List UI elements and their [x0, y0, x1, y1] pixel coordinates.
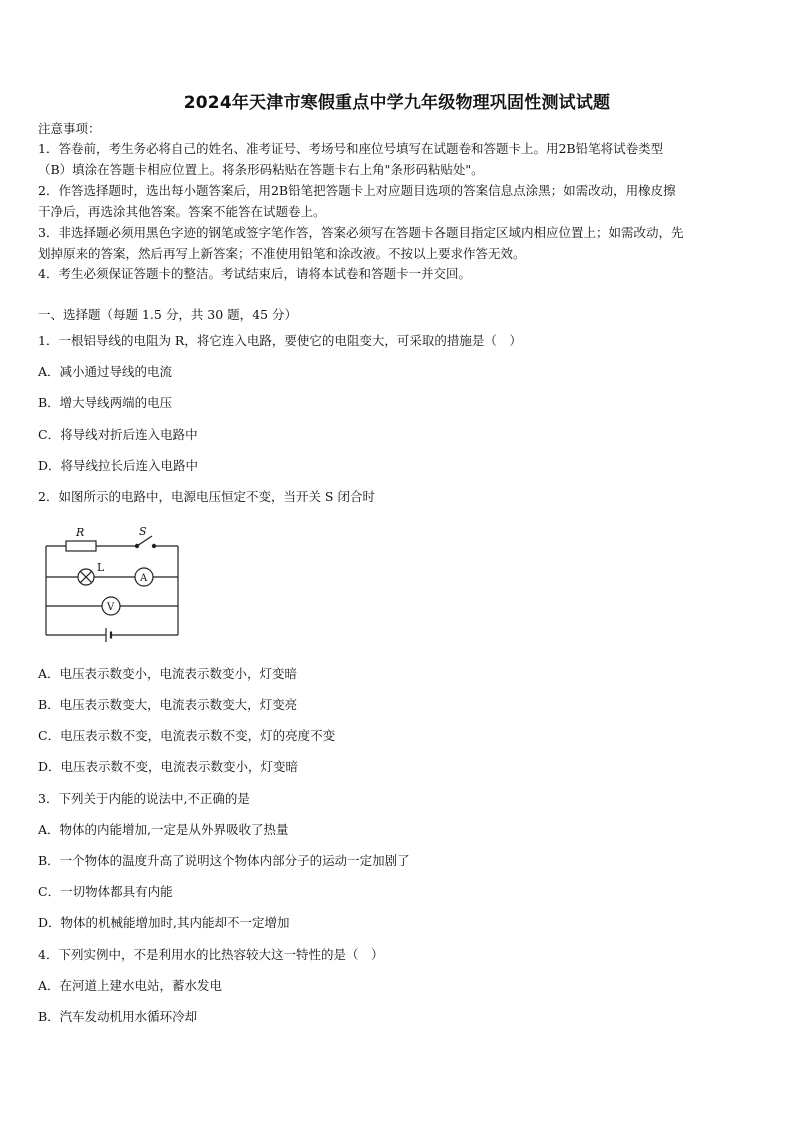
notice-line: 3．非选择题必须用黑色字迹的钢笔或签字笔作答，答案必须写在答题卡各题目指定区域内相应位置上；如需改动，先 [38, 225, 684, 240]
notice-line: 2．作答选择题时，选出每小题答案后，用2B铅笔把答题卡上对应题目选项的答案信息点涂黑；如需改动，用橡皮擦 [38, 183, 676, 198]
section-heading: 一、选择题（每题 1.5 分，共 30 题，45 分） [38, 307, 298, 322]
notice-line: 干净后，再选涂其他答案。答案不能答在试题卷上。 [38, 204, 326, 219]
page-title: 2024年天津市寒假重点中学九年级物理巩固性测试试题 [183, 93, 611, 113]
notice-line: 4．考生必须保证答题卡的整洁。考试结束后，请将本试卷和答题卡一并交回。 [38, 266, 471, 281]
notice-line: （B）填涂在答题卡相应位置上。将条形码粘贴在答题卡右上角"条形码粘贴处"。 [38, 162, 484, 177]
question-option: A．电压表示数变小，电流表示数变小，灯变暗 [38, 666, 298, 681]
question-option: A．减小通过导线的电流 [38, 364, 173, 379]
question-option: D．物体的机械能增加时,其内能却不一定增加 [38, 915, 290, 930]
ammeter-label: A [140, 573, 148, 584]
question-option: C．将导线对折后连入电路中 [38, 427, 198, 442]
question-option: C．电压表示数不变，电流表示数不变，灯的亮度不变 [38, 728, 336, 743]
question-option: B．电压表示数变大，电流表示数变大，灯变亮 [38, 697, 298, 712]
question-option: B．汽车发动机用水循环冷却 [38, 1009, 198, 1024]
switch-label: S [139, 525, 147, 538]
lamp-label: L [97, 561, 105, 574]
notice-line: 划掉原来的答案，然后再写上新答案；不准使用铅笔和涂改液。不按以上要求作答无效。 [38, 246, 526, 261]
question-stem: 3．下列关于内能的说法中,不正确的是 [38, 791, 250, 806]
notice-heading: 注意事项： [38, 121, 101, 136]
voltmeter-label: V [107, 602, 115, 613]
question-option: A．在河道上建水电站，蓄水发电 [38, 978, 223, 993]
question-stem: 1．一根铝导线的电阻为 R，将它连入电路，要使它的电阻变大，可采取的措施是（ ） [38, 333, 522, 348]
question-stem: 4．下列实例中，不是利用水的比热容较大这一特性的是（ ） [38, 947, 384, 962]
circuit-diagram [40, 524, 185, 644]
question-stem: 2．如图所示的电路中，电源电压恒定不变，当开关 S 闭合时 [38, 489, 375, 504]
question-option: D．将导线拉长后连入电路中 [38, 458, 199, 473]
resistor-label: R [76, 526, 85, 539]
notice-line: 1．答卷前，考生务必将自己的姓名、准考证号、考场号和座位号填写在试题卷和答题卡上。用2B铅笔将试卷类型 [38, 141, 664, 156]
question-option: B．增大导线两端的电压 [38, 395, 173, 410]
question-option: D．电压表示数不变，电流表示数变小，灯变暗 [38, 759, 299, 774]
question-option: A．物体的内能增加,一定是从外界吸收了热量 [38, 822, 289, 837]
question-option: B．一个物体的温度升高了说明这个物体内部分子的运动一定加剧了 [38, 853, 410, 868]
question-option: C．一切物体都具有内能 [38, 884, 173, 899]
resistor-symbol [66, 541, 96, 551]
